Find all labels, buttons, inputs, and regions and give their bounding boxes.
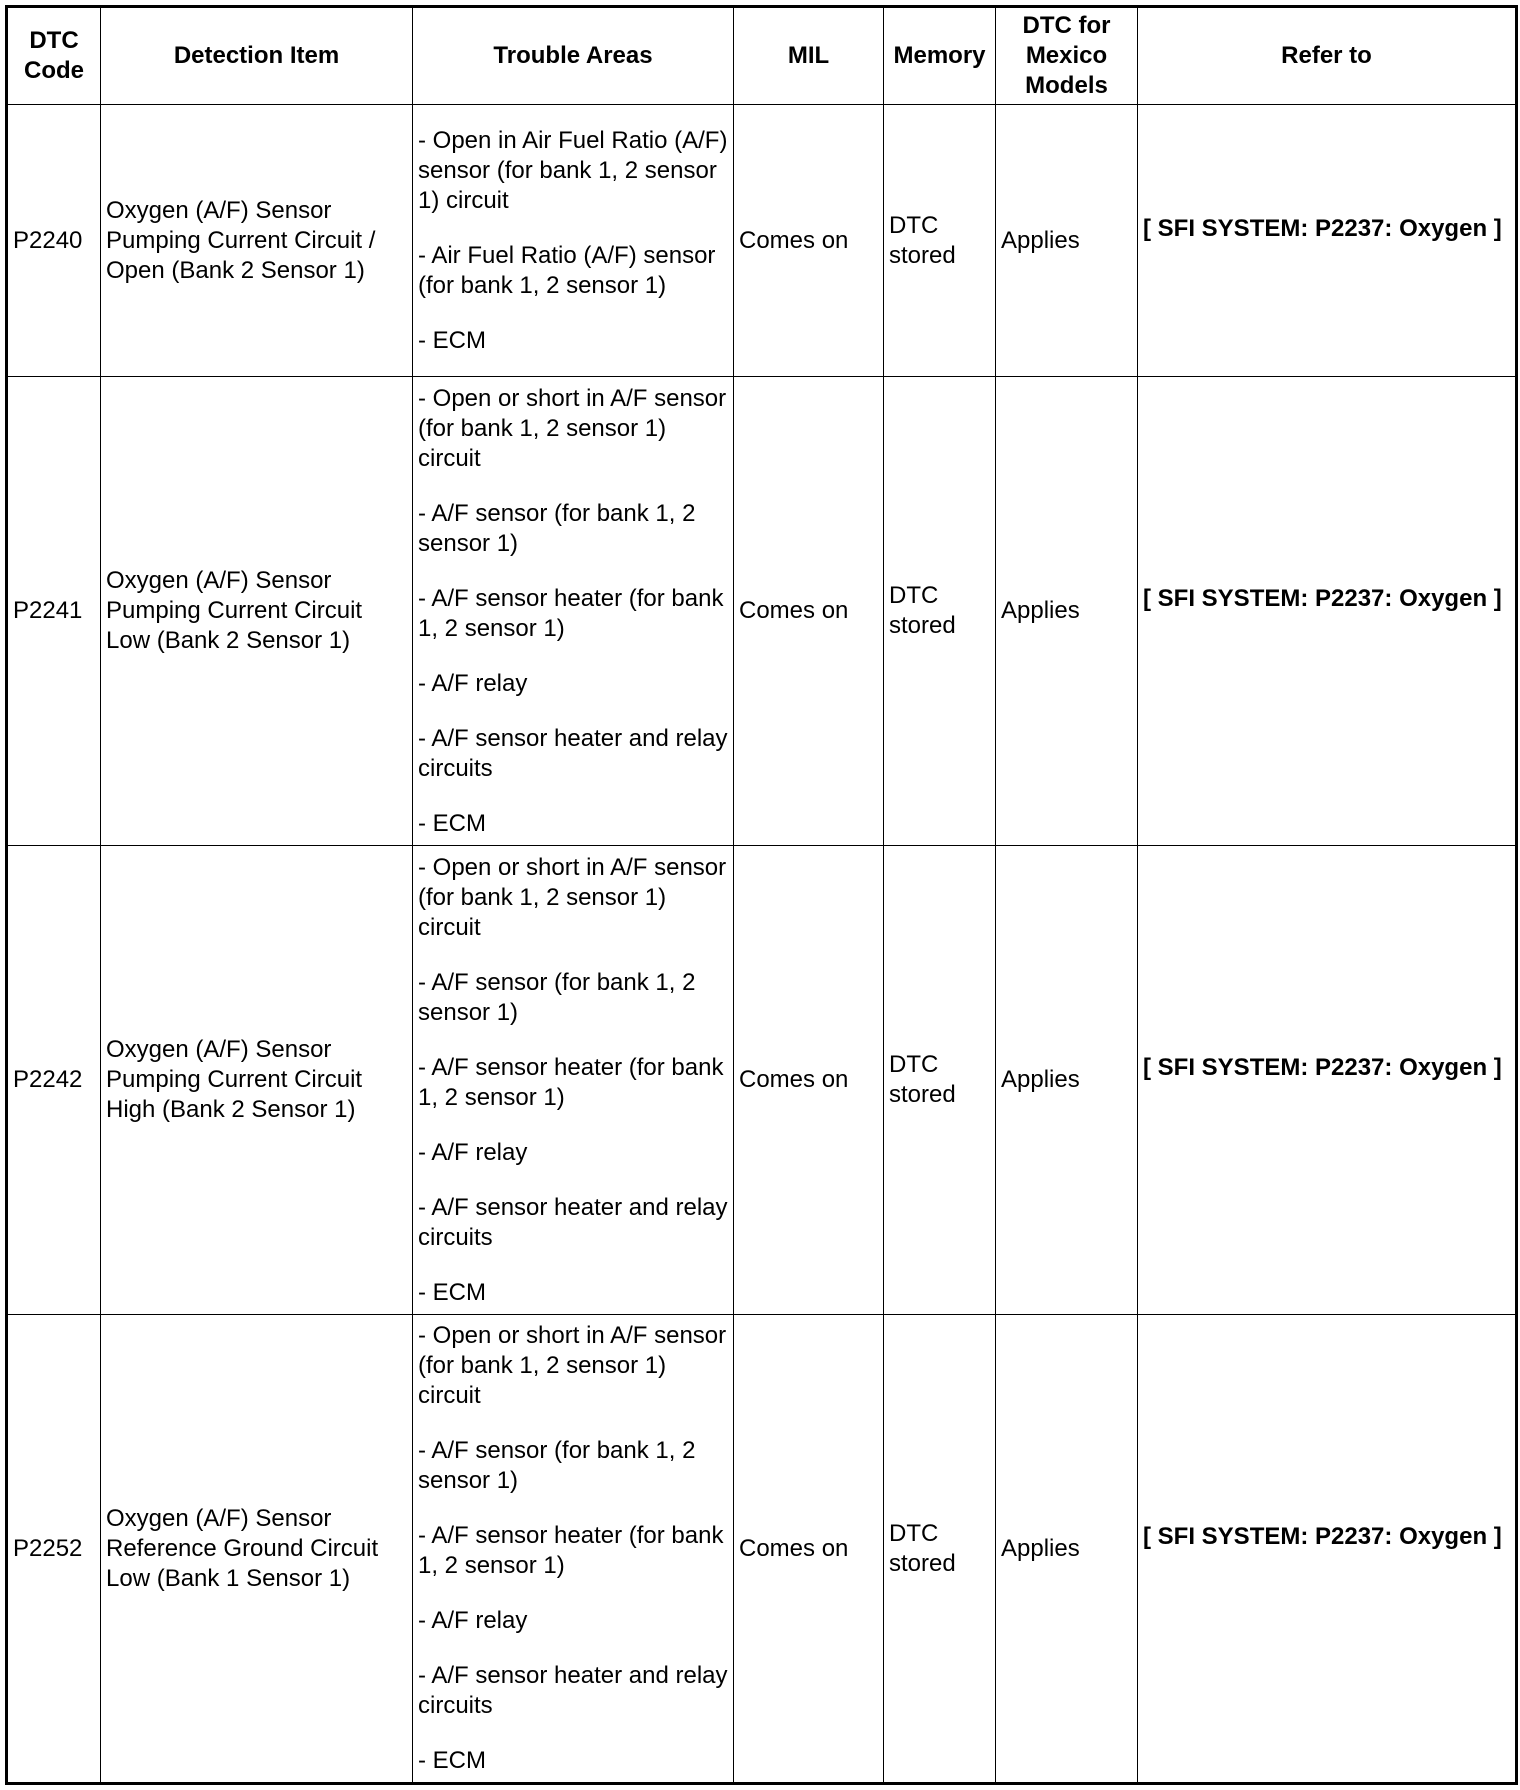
dtc-code-cell: P2242: [7, 846, 101, 1315]
trouble-area-item: - A/F relay: [418, 669, 528, 697]
trouble-areas-cell: [413, 846, 734, 1315]
dtc-code-cell: P2252: [7, 1315, 101, 1784]
trouble-area-item: - A/F sensor heater (for bank 1, 2 sensor 1): [418, 584, 724, 642]
memory-cell: DTC stored: [884, 377, 996, 846]
trouble-area-item: - A/F relay: [418, 1607, 528, 1634]
detection-item-cell: Oxygen (A/F) Sensor Reference Ground Circuit Low (Bank 1 Sensor 1): [101, 1315, 413, 1784]
trouble-area-item: - A/F sensor (for bank 1, 2 sensor 1): [418, 499, 696, 557]
mil-cell: Comes on: [734, 1315, 884, 1784]
memory-cell: DTC stored: [884, 105, 996, 377]
mexico-models-cell: Applies: [996, 846, 1138, 1315]
header-refer-to: Refer to: [1138, 7, 1517, 105]
table-header-row: [7, 7, 1517, 105]
detection-item-cell: Oxygen (A/F) Sensor Pumping Current Circuit / Open (Bank 2 Sensor 1): [101, 105, 413, 377]
refer-to-cell: [1138, 105, 1517, 377]
refer-to-link[interactable]: [ SFI SYSTEM: P2237: Oxygen ]: [1143, 214, 1502, 242]
trouble-area-item: - ECM: [418, 809, 486, 837]
mil-cell: Comes on: [734, 377, 884, 846]
trouble-area-item: - A/F sensor heater and relay circuits: [418, 724, 728, 782]
table-row: [7, 105, 1517, 377]
dtc-code-cell: P2240: [7, 105, 101, 377]
trouble-area-item: - ECM: [418, 1747, 486, 1774]
refer-to-link[interactable]: [ SFI SYSTEM: P2237: Oxygen ]: [1143, 1522, 1502, 1550]
trouble-area-item: - A/F sensor (for bank 1, 2 sensor 1): [418, 968, 696, 1026]
mexico-models-cell: Applies: [996, 105, 1138, 377]
table-row: [7, 846, 1517, 1315]
trouble-area-item: - A/F relay: [418, 1138, 528, 1166]
memory-cell: DTC stored: [884, 1315, 996, 1784]
mil-cell: Comes on: [734, 105, 884, 377]
header-trouble-areas: Trouble Areas: [413, 7, 734, 105]
trouble-area-item: - Open in Air Fuel Ratio (A/F) sensor (for bank 1, 2 sensor 1) circuit: [418, 126, 728, 214]
mexico-models-cell: Applies: [996, 377, 1138, 846]
refer-to-link[interactable]: [ SFI SYSTEM: P2237: Oxygen ]: [1143, 1054, 1502, 1081]
trouble-areas-cell: [413, 105, 734, 377]
refer-to-cell: [1138, 377, 1517, 846]
header-mil: MIL: [734, 7, 884, 105]
header-dtc-mexico: DTC for Mexico Models: [996, 7, 1138, 105]
trouble-area-item: - Open or short in A/F sensor (for bank 1, 2 sensor 1) circuit: [418, 1322, 727, 1409]
table-row: [7, 377, 1517, 846]
refer-to-cell: [1138, 846, 1517, 1315]
trouble-area-item: - A/F sensor (for bank 1, 2 sensor 1): [418, 1437, 696, 1494]
header-memory: Memory: [884, 7, 996, 105]
header-detection-item: Detection Item: [101, 7, 413, 105]
mexico-models-cell: Applies: [996, 1315, 1138, 1784]
dtc-code-cell: P2241: [7, 377, 101, 846]
trouble-area-item: - A/F sensor heater (for bank 1, 2 sensor 1): [418, 1522, 724, 1579]
trouble-area-item: - A/F sensor heater and relay circuits: [418, 1193, 728, 1251]
header-dtc-code: DTC Code: [7, 7, 101, 105]
mil-cell: Comes on: [734, 846, 884, 1315]
trouble-area-item: - A/F sensor heater and relay circuits: [418, 1662, 728, 1719]
trouble-area-item: - Air Fuel Ratio (A/F) sensor (for bank 1, 2 sensor 1): [418, 241, 716, 299]
dtc-table: [5, 5, 1518, 1785]
trouble-area-item: - ECM: [418, 326, 486, 354]
trouble-area-item: - Open or short in A/F sensor (for bank 1, 2 sensor 1) circuit: [418, 384, 727, 472]
trouble-area-item: - Open or short in A/F sensor (for bank 1, 2 sensor 1) circuit: [418, 853, 727, 941]
table-row: [7, 1315, 1517, 1784]
detection-item-cell: Oxygen (A/F) Sensor Pumping Current Circuit High (Bank 2 Sensor 1): [101, 846, 413, 1315]
refer-to-cell: [1138, 1315, 1517, 1784]
trouble-areas-cell: [413, 1315, 734, 1784]
detection-item-cell: Oxygen (A/F) Sensor Pumping Current Circuit Low (Bank 2 Sensor 1): [101, 377, 413, 846]
refer-to-link[interactable]: [ SFI SYSTEM: P2237: Oxygen ]: [1143, 585, 1502, 612]
trouble-areas-cell: [413, 377, 734, 846]
trouble-area-item: - A/F sensor heater (for bank 1, 2 sensor 1): [418, 1053, 724, 1111]
memory-cell: DTC stored: [884, 846, 996, 1315]
trouble-area-item: - ECM: [418, 1278, 486, 1306]
